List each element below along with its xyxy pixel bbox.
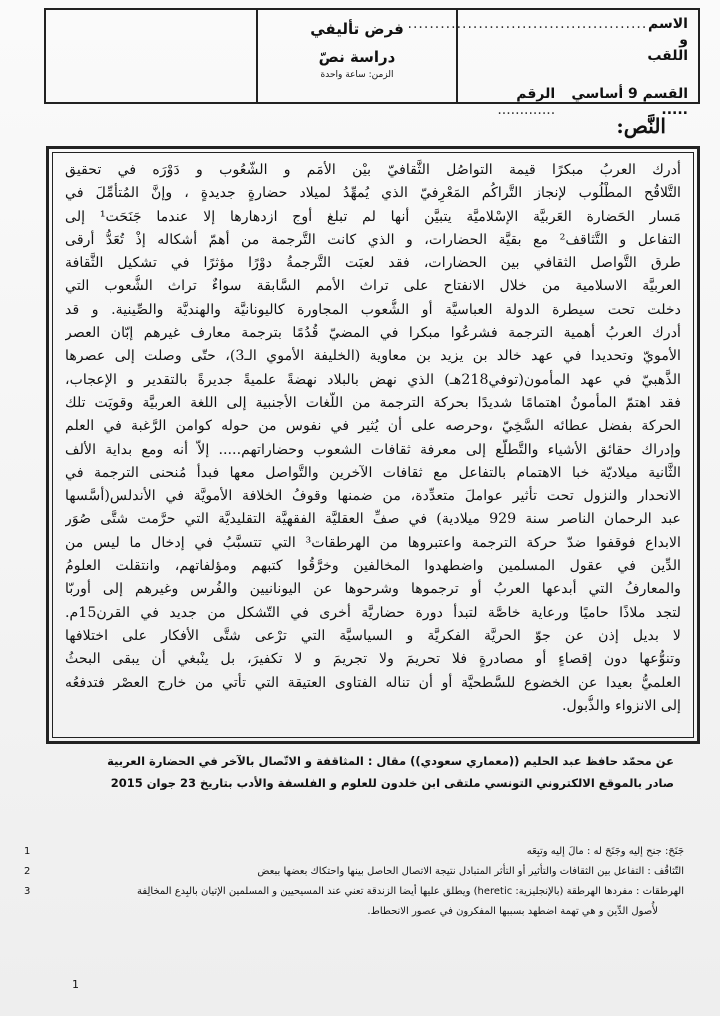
text-line: العلميُّ بعيدا عن الخضوع للسَّطحيَّة أو أن تناله الفتاوى العتيقة التي تأتي من خارج العصْر فتدفعُه — [65, 674, 681, 691]
footnote-text: التّثاقُف : التفاعل بين الثقافات والتأثير أو التأثر المتبادل نتيجة الاتصال الحاصل بينها واحتكاك بعضها ببعض — [257, 866, 684, 877]
grade-cell — [46, 10, 256, 102]
text-line: دخلت تحت سيطرة الدولة العباسيَّة أو الشُّعوب المجاورة كاليونانيَّة والهنديَّة والصِّينية. و قد — [65, 301, 681, 318]
page-number: 1 — [72, 978, 79, 991]
footnote — [24, 862, 684, 882]
text-line: العربيَّة الاسلامية من خلال الانفتاح على تراث الأمم السَّابقة سواءٌ تراث الشُّعوب التي — [65, 278, 681, 295]
text-line: لتجد ملاذًا حاميًا ورعاية خاصَّة لتبدأ دورة حضاريَّة أخرى في التّشكل من جديد في القرن15م. — [65, 604, 681, 621]
text-line: وتنوُّعها دون إقصاءٍ أو مصادرةٍ فلا تحريمَ ولا تجريمَ و لا تكفيرَ، بل ينْبغي أن يبقى البحثُ — [65, 651, 681, 668]
text-line: التَّلاقُح المطْلُوب لإنجاز التَّراكُم المَعْرِفيّ الذي يُمهِّدُ لميلاد حضارةٍ جديدةٍ ، وإنَّ المُتأمِّلَ في — [65, 185, 681, 202]
source-line-2: صادر بالموقع الالكتروني التونسي ملتقى ابن خلدون للعلوم و الفلسفة والأدب بتاريخ 23 جوان 2015 — [110, 776, 674, 790]
source-citation — [20, 750, 674, 794]
text-line: الثَّانية ميلاديّة خبا الاهتمام بالتفاعل مع ثقافات الآخرين والتَّواصل معها فبدأ مُنحنى الترجمة في — [65, 464, 681, 481]
text-label: النَّص: — [616, 114, 666, 138]
test-duration: الزمن: ساعة واحدة — [320, 70, 394, 80]
footnotes — [24, 842, 684, 922]
text-line: التفاعل و التَّثاقف² مع بقيَّة الحضارات، و الذي كانت التَّرجمة من أهمّ أشكاله إذْ تُعَدُّ أرقى — [65, 231, 681, 248]
text-frame — [46, 146, 700, 744]
footnote — [24, 842, 684, 862]
test-subject: دراسة نصّ — [318, 48, 396, 66]
text-line: لا بديل إذن عن جوّ الحريَّة الفكريَّة و السياسيَّة التي ترْعى شتَّى الأفكار على اختلافها — [65, 627, 681, 644]
text-line: طرق التَّواصل الثقافي بين الحضارات، فقد لعبَت التَّرجمةُ دوْرًا مؤثرًا في تشكيل الثَّقافة — [65, 255, 681, 272]
text-line: الذَّهبيّ في عهد المأمون(توفي218هـ) الذي نهض بالبلاد نهضةً علميةً جديرةً بالتقدير و الإعجاب، — [65, 371, 681, 388]
text-line: أدرك العربُ أهمية الترجمة فشرعُوا مبكرا في المضيّ قُدُمًا بترجمة معارف غيرهم إبّان العصر — [65, 325, 681, 342]
text-line: الانحدار والنزول تحت تأثير عواملَ متعدِّدة، من ضمنها وقوفُ الخلافة الأمويَّة في الأندلس(أسَّسها — [65, 488, 681, 505]
footnote-continuation: لأُصول الدِّين و هي تهمة اضطهد بسببها المفكرون في عصور الانحطاط. — [367, 906, 658, 917]
text-line: عبد الرحمان الناصر سنة 929 ميلادية) في صفِّ العقليَّة الفقهيَّة التقليديَّة التي حرَّمت شتَّى صُوَر — [65, 511, 681, 528]
text-line: والمعارفُ التي أبدعها العربُ أو ترجموها وشرحوها عن اليونانيين والفُرس وغيرهم إلى أوربّا — [65, 581, 681, 598]
text-line: أدرك العربُ مبكرًا قيمة التواصُل الثَّقافيّ بيْن الأمَم و الشّعُوب و دَوْرَه في تحقيق — [65, 162, 681, 178]
text-line: الحركة بفضل عطائه السَّخِيّ ،وحرصه على أن يُثير في نفوس من حوله كوامن الرَّغبة في العلم — [65, 418, 681, 435]
class-label: القسم 9 أساسي ..... — [571, 86, 688, 118]
name-field[interactable]: ............................................ — [407, 16, 648, 32]
number-field[interactable]: ............. — [497, 102, 556, 118]
footnote-number: 1 — [24, 846, 31, 857]
test-title: فرض تأليفي — [310, 20, 404, 38]
text-line: مَسار الحَضارة العَربيَّة الإسْلاميَّة يتبيَّن أنها لم تبلغ أوج ازدهارها إلا عندما جَنَحَت¹ إلى — [65, 208, 681, 225]
footnote-number: 2 — [24, 866, 31, 877]
number-label: الرقم — [516, 86, 556, 102]
text-line: الابداع فوقفوا ضدّ حركة الترجمة واعتبروها من الهرطقات³ التي تتسبَّبُ في إدخال ما ليس من — [65, 534, 681, 551]
footnote — [24, 882, 684, 902]
footnote-text: جَنَحَ: جنح إليه وجَنَحَ له : مالَ إليه وتبِعَه — [526, 846, 684, 857]
source-line-1: عن محمّد حافظ عبد الحليم ((معماري سعودي)) مقال : المثاقفة و الاتّصال بالآخر في الحضارة العربية — [107, 754, 674, 768]
text-line: الأمويّ وتحديدا في عهد خالد بن يزيد بن معاوية (الخليفة الأموي الـ3)، حتّى وصلت إلى عصرها — [65, 348, 681, 365]
exam-header — [44, 8, 700, 118]
footnote-text: الهرطقات : مفردها الهرطقة (بالإنجليزية: heretic) ويطلق عليها أيضا الزندقة تعني عند المسيحيين و المسلمين الإتيان بالبِدع المخالِفة — [136, 886, 684, 897]
footnote-number: 3 — [24, 886, 31, 897]
text-line: الدِّين في عقول المسلمين واضطهدوا المخالفين وخرَّقُوا كتبهم ومؤلفاتهم، وانتقلت العلومُ — [65, 558, 681, 575]
text-line: فقد اهتمّ المأمونُ اهتمامًا شديدًا بحركة الترجمة من اللُّغات الأجنبية إلى اللغة العربيَّة وقويَت تلك — [65, 394, 681, 411]
text-line: إلى الانزواء والذُّبول. — [561, 697, 681, 714]
name-label: الاسم و اللقب — [647, 16, 688, 64]
text-body — [52, 152, 694, 738]
student-info-cell — [407, 10, 698, 118]
test-info-cell — [256, 10, 456, 102]
text-line: وإدراك حقائق الأشياء والتَّطلُّع إلى معرفة ثقافات الشعوب وحضاراتهم..... إلاّ أنه ومع بداية الألف — [65, 441, 681, 458]
